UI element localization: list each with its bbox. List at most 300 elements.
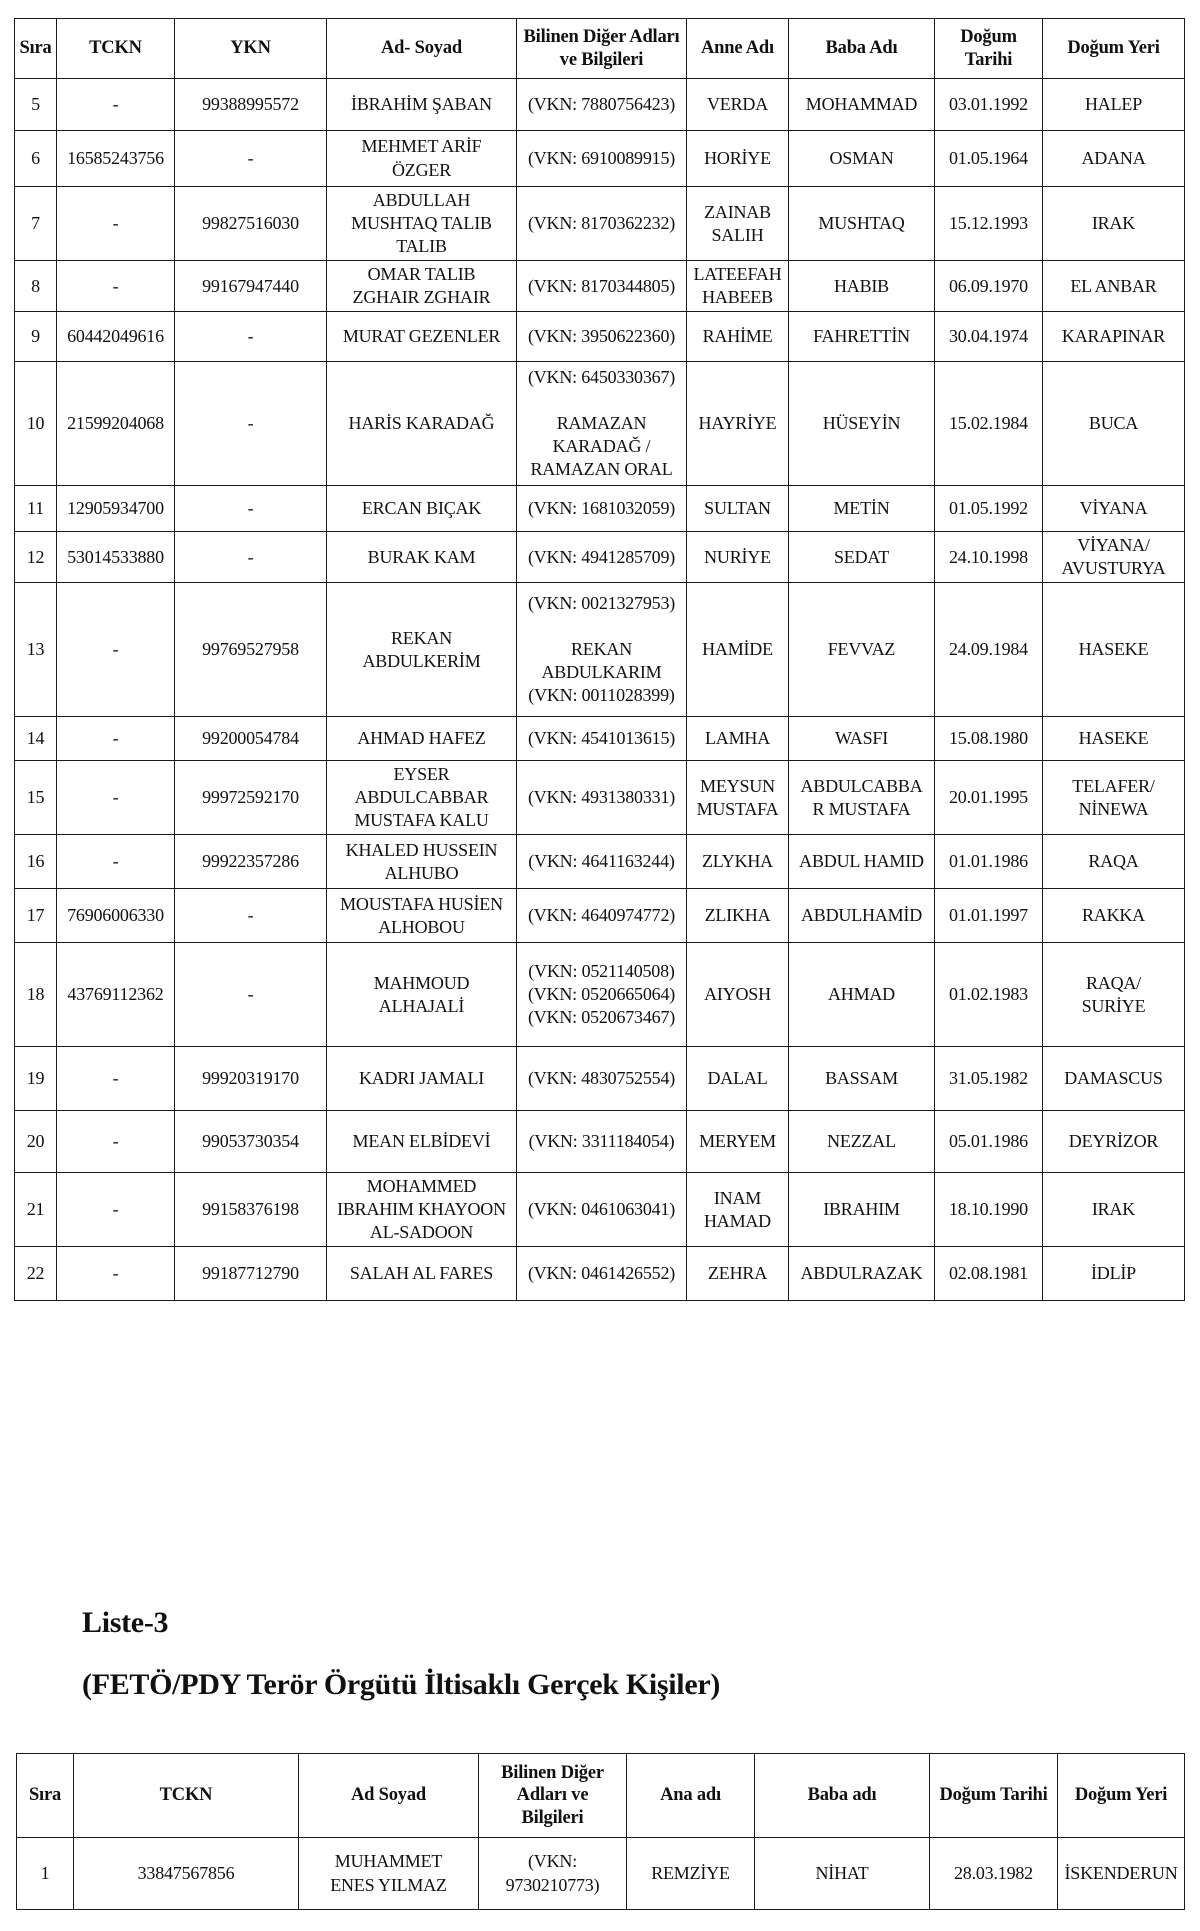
cell-line: KARAPINAR (1061, 326, 1166, 347)
cell-tckn: - (57, 1173, 175, 1247)
cell-mother (687, 79, 789, 131)
cell-line: HAYRİYE (698, 413, 777, 434)
cell-line: BASSAM (825, 1068, 898, 1089)
header-line: Bilgileri (521, 1807, 584, 1828)
cell-sira: 10 (15, 362, 57, 486)
cell-sira: 12 (15, 532, 57, 583)
cell-dob: 01.05.1964 (935, 131, 1043, 187)
cell-sira: 9 (15, 312, 57, 362)
cell-other-names (517, 312, 687, 362)
cell-sira: 7 (15, 187, 57, 261)
cell-mother (687, 532, 789, 583)
cell-name (327, 835, 517, 889)
cell-pob (1043, 1173, 1185, 1247)
cell-line: ABDULCABBAR (354, 787, 489, 808)
cell-line: SURİYE (1081, 995, 1146, 1016)
section-title: Liste-3 (82, 1606, 169, 1639)
cell-line: ABDUL HAMID (799, 851, 924, 872)
cell-line: (VKN: 0520673467) (527, 1007, 676, 1028)
cell-tckn: 16585243756 (57, 131, 175, 187)
col-header-anne: Anne Adı (687, 19, 789, 79)
cell-mother (687, 583, 789, 717)
cell-dob: 05.01.1986 (935, 1111, 1043, 1173)
table-row (15, 312, 1185, 362)
cell-mother (687, 187, 789, 261)
cell-line: RAMAZAN (556, 413, 647, 434)
cell-name (327, 889, 517, 943)
cell-line: MUSTAFA KALU (354, 810, 489, 831)
cell-line: (VKN: 8170362232) (527, 213, 676, 234)
cell-line: TALIB (396, 236, 447, 257)
cell-line: BURAK KAM (367, 546, 476, 567)
cell-ykn: 99200054784 (175, 717, 327, 761)
cell-line: FAHRETTİN (813, 326, 910, 347)
cell-tckn: - (57, 583, 175, 717)
cell-dob: 24.09.1984 (935, 583, 1043, 717)
cell-father: NİHAT (755, 1838, 930, 1910)
cell-name (327, 486, 517, 532)
cell-line: ABDULRAZAK (800, 1263, 923, 1284)
list-3-table (16, 1753, 1185, 1910)
cell-dob: 01.01.1986 (935, 835, 1043, 889)
cell-ykn: 99187712790 (175, 1247, 327, 1301)
cell-sira: 11 (15, 486, 57, 532)
cell-line: HAMAD (703, 1210, 771, 1231)
cell-line: IBRAHIM KHAYOON (337, 1199, 506, 1220)
cell-line: ENES YILMAZ (330, 1874, 447, 1895)
cell-line: RAHİME (702, 326, 773, 347)
cell-tckn: 76906006330 (57, 889, 175, 943)
cell-father (789, 1047, 935, 1111)
cell-ykn: 99388995572 (175, 79, 327, 131)
cell-line: MAHMOUD (373, 972, 470, 993)
cell-line: REKAN (391, 627, 452, 648)
list-2-body (15, 79, 1185, 1301)
cell-father (789, 889, 935, 943)
cell-name (327, 131, 517, 187)
cell-line: IRAK (1091, 213, 1136, 234)
cell-pob (1043, 312, 1185, 362)
table-row (15, 1111, 1185, 1173)
cell-name (327, 1047, 517, 1111)
table-row (15, 943, 1185, 1047)
table-row (15, 532, 1185, 583)
cell-line: RAQA/ (1085, 972, 1141, 993)
cell-other-names (517, 1173, 687, 1247)
cell-line: AVUSTURYA (1061, 558, 1166, 579)
cell-tckn: - (57, 717, 175, 761)
cell-other-names (479, 1838, 627, 1910)
cell-line: (VKN: 1681032059) (527, 498, 676, 519)
cell-tckn: - (57, 79, 175, 131)
cell-dob: 15.02.1984 (935, 362, 1043, 486)
cell-mother: REMZİYE (627, 1838, 755, 1910)
cell-ykn: - (175, 889, 327, 943)
cell-mother (687, 943, 789, 1047)
cell-sira: 18 (15, 943, 57, 1047)
cell-dob: 03.01.1992 (935, 79, 1043, 131)
cell-line: (VKN: 4541013615) (527, 728, 676, 749)
col-header-baba: Baba Adı (789, 19, 935, 79)
table-row (15, 889, 1185, 943)
cell-pob (1043, 835, 1185, 889)
cell-line: (VKN: 3950622360) (527, 326, 676, 347)
cell-dob: 20.01.1995 (935, 761, 1043, 835)
header-line: Bilinen Diğer (501, 1763, 604, 1784)
list-2-table (14, 18, 1185, 1301)
cell-tckn: - (57, 187, 175, 261)
cell-dob: 01.02.1983 (935, 943, 1043, 1047)
cell-line: ABDULHAMİD (801, 905, 922, 926)
cell-line: HÜSEYİN (822, 413, 901, 434)
cell-sira: 20 (15, 1111, 57, 1173)
cell-line: HASEKE (1078, 728, 1149, 749)
cell-line: ADANA (1081, 147, 1146, 168)
cell-mother (687, 261, 789, 312)
cell-dob: 02.08.1981 (935, 1247, 1043, 1301)
cell-line: MOUSTAFA HUSİEN (340, 893, 503, 914)
cell-line: NURİYE (704, 546, 771, 567)
cell-other-names (517, 1111, 687, 1173)
cell-line: MEAN ELBİDEVİ (352, 1131, 491, 1152)
cell-father (789, 1173, 935, 1247)
cell-name (299, 1838, 479, 1910)
cell-sira: 19 (15, 1047, 57, 1111)
cell-sira: 13 (15, 583, 57, 717)
cell-line: MOHAMMAD (805, 93, 918, 114)
cell-tckn: - (57, 1047, 175, 1111)
table-row (15, 362, 1185, 486)
cell-father (789, 583, 935, 717)
cell-tckn: 43769112362 (57, 943, 175, 1047)
cell-pob (1043, 1047, 1185, 1111)
col-header-baba: Baba adı (755, 1754, 930, 1838)
cell-line: EYSER (393, 764, 450, 785)
cell-father (789, 1247, 935, 1301)
cell-line: (VKN: 0520665064) (527, 984, 676, 1005)
cell-line: (VKN: 0461063041) (527, 1199, 676, 1220)
cell-mother (687, 1047, 789, 1111)
cell-line: RAMAZAN ORAL (530, 459, 673, 480)
cell-ykn: - (175, 532, 327, 583)
cell-sira: 21 (15, 1173, 57, 1247)
cell-line: (VKN: (528, 1851, 577, 1872)
header-line: ve Bilgileri (559, 49, 644, 70)
cell-line: OMAR TALIB (367, 264, 476, 285)
cell-line: MEHMET ARİF (361, 136, 482, 157)
cell-sira: 22 (15, 1247, 57, 1301)
cell-line: HARİS KARADAĞ (348, 413, 495, 434)
table-row (15, 717, 1185, 761)
cell-line: İDLİP (1091, 1263, 1136, 1284)
cell-line: IBRAHIM (823, 1199, 900, 1220)
cell-line: SALIH (711, 224, 764, 245)
cell-mother (687, 131, 789, 187)
cell-father (789, 187, 935, 261)
cell-other-names (517, 131, 687, 187)
cell-mother (687, 486, 789, 532)
cell-line: LATEEFAH (693, 264, 782, 285)
table-row (15, 486, 1185, 532)
cell-other-names (517, 486, 687, 532)
cell-line: ABDULLAH (372, 190, 471, 210)
cell-other-names (517, 1247, 687, 1301)
cell-tckn: - (57, 1111, 175, 1173)
cell-line: LAMHA (705, 728, 770, 749)
cell-mother (687, 761, 789, 835)
cell-tckn: - (57, 761, 175, 835)
cell-line: MUHAMMET (334, 1851, 443, 1872)
cell-pob (1043, 486, 1185, 532)
table-header-row (17, 1754, 1185, 1838)
cell-dob: 28.03.1982 (930, 1838, 1058, 1910)
cell-mother (687, 1111, 789, 1173)
cell-line: AHMAD (827, 984, 895, 1005)
cell-line: NİNEWA (1078, 798, 1149, 819)
cell-line: MUSTAFA (696, 798, 779, 819)
cell-line: HALEP (1085, 93, 1142, 114)
cell-line: (VKN: 3311184054) (528, 1131, 675, 1152)
cell-line: (VKN: 8170344805) (527, 275, 676, 296)
cell-sira: 5 (15, 79, 57, 131)
cell-tckn: 33847567856 (74, 1838, 299, 1910)
cell-dob: 30.04.1974 (935, 312, 1043, 362)
cell-line: BUCA (1088, 413, 1139, 434)
cell-line: NEZZAL (827, 1131, 896, 1152)
col-header-ad-soyad: Ad Soyad (299, 1754, 479, 1838)
section-subtitle: (FETÖ/PDY Terör Örgütü İltisaklı Gerçek Kişiler) (82, 1668, 721, 1701)
cell-tckn: - (57, 1247, 175, 1301)
cell-father (789, 835, 935, 889)
cell-pob (1043, 943, 1185, 1047)
cell-line: ABDULKARIM (541, 662, 662, 683)
cell-ykn: 99922357286 (175, 835, 327, 889)
cell-father (789, 312, 935, 362)
header-line: Doğum (960, 27, 1017, 48)
cell-ykn: 99827516030 (175, 187, 327, 261)
col-header-ykn: YKN (175, 19, 327, 79)
col-header-dogum-tarihi (935, 19, 1043, 79)
cell-ykn: - (175, 486, 327, 532)
cell-other-names (517, 943, 687, 1047)
cell-pob (1043, 1247, 1185, 1301)
cell-sira: 15 (15, 761, 57, 835)
cell-line: ZLIKHA (704, 905, 771, 926)
cell-ykn: - (175, 362, 327, 486)
table-row (15, 187, 1185, 261)
cell-father (789, 131, 935, 187)
cell-father (789, 486, 935, 532)
cell-pob (1043, 532, 1185, 583)
header-line: Adları ve (516, 1785, 589, 1806)
cell-other-names (517, 187, 687, 261)
cell-tckn: - (57, 261, 175, 312)
col-header-sira: Sıra (15, 19, 57, 79)
col-header-ad-soyad: Ad- Soyad (327, 19, 517, 79)
cell-father (789, 261, 935, 312)
cell-father (789, 532, 935, 583)
cell-line: INAM (713, 1187, 762, 1208)
cell-line: ZLYKHA (702, 851, 773, 872)
cell-line: ALHUBO (384, 862, 459, 883)
cell-line: EL ANBAR (1070, 275, 1157, 296)
table-header-row (15, 19, 1185, 79)
cell-other-names (517, 835, 687, 889)
cell-line: (VKN: 6450330367) (527, 367, 676, 388)
cell-line: WASFI (834, 728, 888, 749)
cell-name (327, 312, 517, 362)
cell-name (327, 1173, 517, 1247)
cell-other-names (517, 362, 687, 486)
col-header-sira: Sıra (17, 1754, 74, 1838)
table-row (15, 131, 1185, 187)
cell-line: MUSHTAQ TALIB (351, 213, 492, 234)
cell-line: ALHOBOU (378, 916, 465, 937)
col-header-dogum-yeri: Doğum Yeri (1043, 19, 1185, 79)
cell-line: AHMAD HAFEZ (357, 728, 486, 749)
cell-other-names (517, 532, 687, 583)
cell-name (327, 583, 517, 717)
cell-line: ZAINAB (704, 201, 771, 222)
cell-line: AIYOSH (704, 984, 771, 1005)
cell-dob: 24.10.1998 (935, 532, 1043, 583)
cell-dob: 15.12.1993 (935, 187, 1043, 261)
cell-dob: 31.05.1982 (935, 1047, 1043, 1111)
cell-line: HORİYE (704, 147, 771, 168)
cell-line: (VKN: 6910089915) (527, 147, 676, 168)
cell-mother (687, 1247, 789, 1301)
cell-tckn: 12905934700 (57, 486, 175, 532)
cell-line: VİYANA/ (1077, 535, 1150, 556)
cell-tckn: 60442049616 (57, 312, 175, 362)
cell-line: METİN (833, 498, 890, 519)
cell-ykn: - (175, 943, 327, 1047)
table-row (15, 761, 1185, 835)
col-header-tckn: TCKN (57, 19, 175, 79)
cell-sira: 6 (15, 131, 57, 187)
cell-tckn: - (57, 835, 175, 889)
cell-pob (1043, 1111, 1185, 1173)
cell-pob (1043, 583, 1185, 717)
cell-line: (VKN: 7880756423) (527, 93, 676, 114)
cell-pob (1043, 131, 1185, 187)
cell-name (327, 532, 517, 583)
header-line: Tarihi (964, 49, 1013, 70)
cell-mother (687, 312, 789, 362)
cell-name (327, 761, 517, 835)
cell-line: R MUSTAFA (812, 798, 911, 819)
table-row (15, 261, 1185, 312)
cell-name (327, 79, 517, 131)
cell-father (789, 362, 935, 486)
cell-line: ABDULCABBA (800, 775, 923, 796)
cell-ykn: - (175, 312, 327, 362)
cell-line: IRAK (1091, 1199, 1136, 1220)
cell-line: ZGHAIR ZGHAIR (352, 287, 491, 308)
cell-sira: 14 (15, 717, 57, 761)
cell-line: FEVVAZ (827, 639, 896, 660)
cell-sira: 8 (15, 261, 57, 312)
cell-line: (VKN: 4640974772) (527, 905, 676, 926)
cell-other-names (517, 261, 687, 312)
cell-line: AL-SADOON (369, 1222, 474, 1243)
cell-other-names (517, 583, 687, 717)
cell-line: HABIB (833, 275, 889, 296)
cell-line: OSMAN (829, 147, 894, 168)
table-row (15, 1247, 1185, 1301)
cell-pob: İSKENDERUN (1058, 1838, 1185, 1910)
table-row (15, 1173, 1185, 1247)
cell-line: VİYANA (1079, 498, 1148, 519)
cell-line: ÖZGER (392, 159, 451, 180)
cell-father (789, 79, 935, 131)
cell-other-names (517, 717, 687, 761)
cell-pob (1043, 261, 1185, 312)
cell-pob (1043, 362, 1185, 486)
cell-line: VERDA (707, 93, 768, 114)
col-header-tckn: TCKN (74, 1754, 299, 1838)
cell-name (327, 1111, 517, 1173)
cell-other-names (517, 1047, 687, 1111)
cell-dob: 15.08.1980 (935, 717, 1043, 761)
cell-name (327, 1247, 517, 1301)
table-row (15, 583, 1185, 717)
cell-line: (VKN: 4931380331) (527, 787, 676, 808)
cell-ykn: 99972592170 (175, 761, 327, 835)
cell-line: MUSHTAQ (818, 213, 905, 234)
cell-dob: 01.01.1997 (935, 889, 1043, 943)
cell-line: DALAL (707, 1068, 768, 1089)
cell-sira: 17 (15, 889, 57, 943)
cell-dob: 06.09.1970 (935, 261, 1043, 312)
cell-mother (687, 835, 789, 889)
cell-line: ERCAN BIÇAK (361, 498, 482, 519)
cell-line: ALHAJALİ (378, 995, 465, 1016)
cell-line: KADRI JAMALI (358, 1068, 485, 1089)
cell-dob: 01.05.1992 (935, 486, 1043, 532)
cell-line: ZEHRA (708, 1263, 767, 1284)
col-header-other-names (517, 19, 687, 79)
cell-line: HAMİDE (702, 639, 773, 660)
col-header-dogum-tarihi: Doğum Tarihi (930, 1754, 1058, 1838)
table-row (15, 1047, 1185, 1111)
cell-father (789, 717, 935, 761)
cell-line: (VKN: 0021327953) (527, 593, 676, 614)
cell-line: MERYEM (699, 1131, 776, 1152)
table-row (15, 79, 1185, 131)
cell-line: KARADAĞ / (552, 436, 651, 457)
cell-line: SEDAT (833, 546, 889, 567)
cell-line: TELAFER/ (1072, 775, 1155, 796)
cell-ykn: 99158376198 (175, 1173, 327, 1247)
cell-name (327, 362, 517, 486)
cell-other-names (517, 889, 687, 943)
cell-mother (687, 1173, 789, 1247)
cell-tckn: 21599204068 (57, 362, 175, 486)
table-row (15, 835, 1185, 889)
cell-father (789, 761, 935, 835)
cell-line: (VKN: 4830752554) (527, 1068, 676, 1089)
cell-ykn: 99920319170 (175, 1047, 327, 1111)
cell-pob (1043, 79, 1185, 131)
cell-line: ABDULKERİM (362, 650, 481, 671)
cell-name (327, 187, 517, 261)
cell-line: 9730210773) (505, 1874, 600, 1895)
cell-line: HASEKE (1078, 639, 1149, 660)
cell-sira: 1 (17, 1838, 74, 1910)
cell-ykn: 99053730354 (175, 1111, 327, 1173)
cell-father (789, 943, 935, 1047)
